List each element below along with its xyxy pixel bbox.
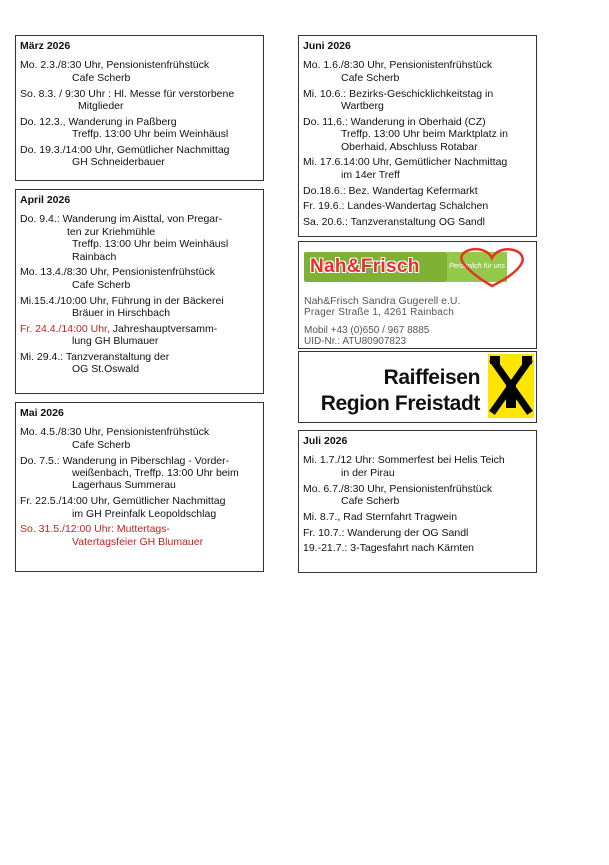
event-entry: So. 8.3. / 9:30 Uhr : Hl. Messe für verstorbene Mitglieder bbox=[20, 87, 235, 113]
nahfrisch-uid: UID-Nr.: ATU80907823 bbox=[304, 336, 407, 347]
event-entry: Do. 7.5.: Wanderung in Piberschlag - Vorder- weißenbach, Treffp. 13:00 Uhr beim Lagerhaus Summerau bbox=[20, 454, 239, 492]
event-entry: Mi.15.4./10:00 Uhr, Führung in der Bäckerei Bräuer in Hirschbach bbox=[20, 294, 224, 320]
raiffeisen-region: Region Freistadt bbox=[320, 392, 480, 415]
nahfrisch-ad bbox=[298, 241, 537, 349]
event-entry: Mi. 17.6.14:00 Uhr, Gemütlicher Nachmittag im 14er Treff bbox=[303, 156, 508, 181]
mai-box bbox=[15, 402, 264, 572]
event-entry: Do. 9.4.: Wanderung im Aisttal, von Pregar- ten zur Kriehmühle Treffp. 13:00 Uhr beim Weinhäusl Rainbach bbox=[20, 213, 229, 263]
event-entry: Do. 12.3., Wanderung in Paßberg Treffp. 13:00 Uhr beim Weinhäusl bbox=[20, 115, 229, 141]
juni-box bbox=[298, 35, 537, 237]
nahfrisch-logo: Nah&Frisch bbox=[304, 252, 447, 282]
event-entry: Mo. 13.4./8:30 Uhr, Pensionistenfrühstück Cafe Scherb bbox=[20, 266, 215, 291]
event-entry: Mo. 1.6./8:30 Uhr, Pensionistenfrühstück Cafe Scherb bbox=[303, 59, 493, 84]
nahfrisch-company: Nah&Frisch Sandra Gugerell e.U. bbox=[304, 295, 461, 307]
month-title: März 2026 bbox=[20, 40, 71, 52]
nahfrisch-phone: Mobil +43 (0)650 / 967 8885 bbox=[304, 325, 430, 336]
nahfrisch-banner bbox=[304, 250, 528, 300]
juli-box bbox=[298, 430, 537, 573]
event-entry: Mi. 8.7., Rad Sternfahrt Tragwein bbox=[303, 510, 458, 523]
nahfrisch-address: Prager Straße 1, 4261 Rainbach bbox=[304, 307, 454, 318]
event-entry: Fr. 19.6.: Landes-Wandertag Schalchen bbox=[303, 200, 489, 213]
month-title: Juli 2026 bbox=[303, 435, 348, 447]
nahfrisch-slogan: Persönlich für uns da! bbox=[447, 252, 507, 282]
april-box bbox=[15, 189, 264, 394]
event-entry: Do.18.6.: Bez. Wandertag Kefermarkt bbox=[303, 184, 478, 197]
event-entry: Mi. 10.6.: Bezirks-Geschicklichkeitstag in Wartberg bbox=[303, 87, 494, 113]
event-entry: Mo. 4.5./8:30 Uhr, Pensionistenfrühstück Cafe Scherb bbox=[20, 426, 210, 451]
heart-icon bbox=[444, 244, 534, 288]
month-title: Mai 2026 bbox=[20, 407, 64, 419]
maerz-box bbox=[15, 35, 264, 181]
event-entry: 19.-21.7.: 3-Tagesfahrt nach Kärnten bbox=[303, 542, 475, 555]
raiffeisen-ad bbox=[298, 351, 537, 423]
event-entry: Fr. 24.4./14:00 Uhr, Jahreshauptversamm- lung GH Blumauer bbox=[20, 322, 218, 348]
raiffeisen-giebelkreuz-icon bbox=[488, 354, 534, 418]
event-entry: Mi. 1.7./12 Uhr: Sommerfest bei Helis Teich in der Pirau bbox=[303, 454, 505, 479]
month-title: April 2026 bbox=[20, 194, 71, 206]
event-entry: Mo. 6.7./8:30 Uhr, Pensionistenfrühstück Cafe Scherb bbox=[303, 482, 493, 508]
event-entry: Mo. 2.3./8:30 Uhr, Pensionistenfrühstück Cafe Scherb bbox=[20, 59, 210, 84]
event-entry: Fr. 22.5./14:00 Uhr, Gemütlicher Nachmittag im GH Preinfalk Leopoldschlag bbox=[20, 495, 226, 520]
event-entry: Do. 19.3./14:00 Uhr, Gemütlicher Nachmittag GH Schneiderbauer bbox=[20, 144, 230, 169]
raiffeisen-name: Raiffeisen bbox=[383, 366, 480, 389]
month-title: Juni 2026 bbox=[303, 40, 351, 52]
event-entry: Do. 11.6.: Wanderung in Oberhaid (CZ) Treffp. 13:00 Uhr beim Marktplatz in Oberhaid, Abschluss Rotabar bbox=[303, 115, 508, 153]
event-entry: So. 31.5./12:00 Uhr: Muttertags- Vatertagsfeier GH Blumauer bbox=[20, 523, 204, 548]
event-entry: Mi. 29.4.: Tanzveranstaltung der OG St.Oswald bbox=[20, 351, 170, 376]
event-entry: Sa. 20.6.: Tanzveranstaltung OG Sandl bbox=[303, 216, 485, 229]
event-entry: Fr. 10.7.: Wanderung der OG Sandl bbox=[303, 526, 469, 539]
